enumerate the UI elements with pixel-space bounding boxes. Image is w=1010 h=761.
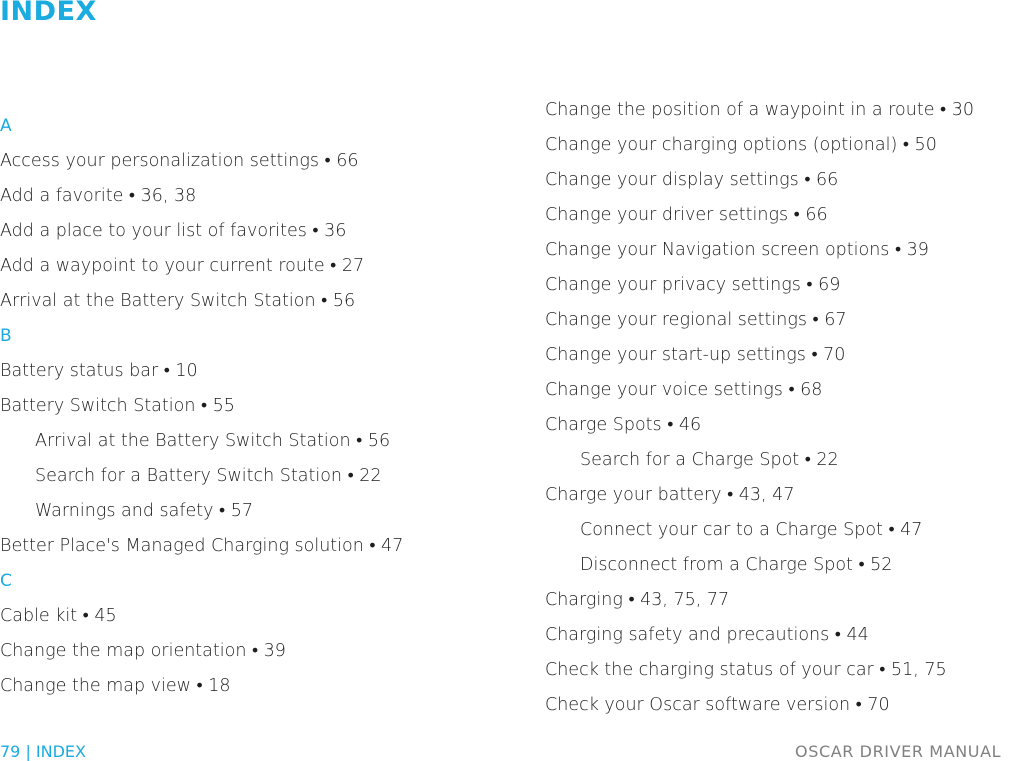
index-sub-entry: Search for a Battery Switch Station • 22	[35, 466, 382, 486]
index-entry: Battery Switch Station • 55	[0, 396, 235, 416]
index-entry: Charging safety and precautions • 44	[545, 625, 869, 645]
index-letter-heading: A	[0, 116, 12, 136]
index-entry: Add a favorite • 36, 38	[0, 186, 197, 206]
index-sub-entry: Disconnect from a Charge Spot • 52	[580, 555, 893, 575]
footer-manual-name: OSCAR DRIVER MANUAL	[795, 742, 1002, 761]
index-letter-heading: B	[0, 326, 12, 346]
index-entry: Change the map view • 18	[0, 676, 231, 696]
index-entry: Charging • 43, 75, 77	[545, 590, 730, 610]
index-entry: Change your privacy settings • 69	[545, 275, 841, 295]
index-sub-entry: Warnings and safety • 57	[35, 501, 254, 521]
index-entry: Change your display settings • 66	[545, 170, 839, 190]
index-sub-entry: Connect your car to a Charge Spot • 47	[580, 520, 923, 540]
index-entry: Add a place to your list of favorites • 36	[0, 221, 347, 241]
index-entry: Check the charging status of your car • 51, 75	[545, 660, 947, 680]
index-entry: Change the position of a waypoint in a route • 30	[545, 100, 974, 120]
index-entry: Cable kit • 45	[0, 606, 117, 626]
footer-page-label: 79 | INDEX	[0, 742, 86, 761]
index-entry: Change the map orientation • 39	[0, 641, 286, 661]
index-entry: Check your Oscar software version • 70	[545, 695, 890, 715]
index-letter-heading: C	[0, 571, 12, 591]
index-entry: Access your personalization settings • 66	[0, 151, 359, 171]
index-entry: Add a waypoint to your current route • 27	[0, 256, 365, 276]
index-entry: Better Place's Managed Charging solution • 47	[0, 536, 404, 556]
index-entry: Charge Spots • 46	[545, 415, 702, 435]
index-entry: Arrival at the Battery Switch Station • 56	[0, 291, 356, 311]
index-entry: Change your driver settings • 66	[545, 205, 828, 225]
page-title: INDEX	[0, 0, 97, 27]
index-entry: Change your Navigation screen options • 39	[545, 240, 929, 260]
index-entry: Change your voice settings • 68	[545, 380, 823, 400]
index-entry: Battery status bar • 10	[0, 361, 198, 381]
index-sub-entry: Arrival at the Battery Switch Station • 56	[35, 431, 391, 451]
index-entry: Change your charging options (optional) • 50	[545, 135, 937, 155]
index-sub-entry: Search for a Charge Spot • 22	[580, 450, 839, 470]
index-entry: Change your start-up settings • 70	[545, 345, 846, 365]
index-entry: Change your regional settings • 67	[545, 310, 847, 330]
index-entry: Charge your battery • 43, 47	[545, 485, 795, 505]
